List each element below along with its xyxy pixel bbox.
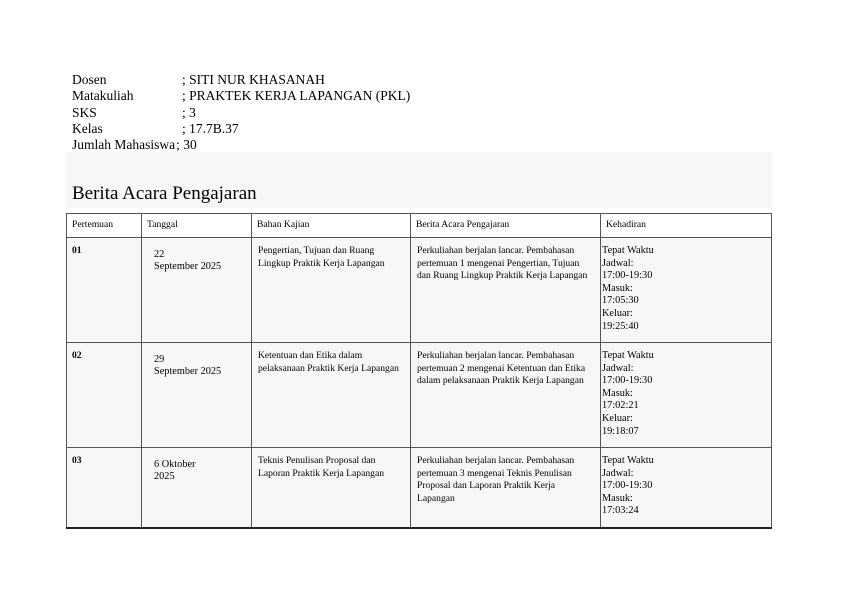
sks-label: SKS <box>72 104 97 120</box>
kelas-row <box>72 121 410 137</box>
date-year: 2025 <box>154 470 175 482</box>
attendance-schedule: 17:00-19:30 <box>602 270 653 282</box>
matakuliah-value: ; PRAKTEK KERJA LAPANGAN (PKL) <box>182 88 411 104</box>
kelas-value: ; 17.7B.37 <box>182 120 239 136</box>
cell-tanggal <box>142 343 252 448</box>
attendance-schedule-label: Jadwal: <box>602 467 634 479</box>
attendance-out-label: Keluar: <box>602 307 633 319</box>
date-day: 22 <box>154 249 165 260</box>
attendance-in-label: Masuk: <box>602 492 633 504</box>
date-month-year: September 2025 <box>154 260 222 272</box>
attendance-in-label: Masuk: <box>602 387 633 399</box>
attendance-in-time: 17:03:24 <box>602 505 639 517</box>
attendance-out-time: 19:25:40 <box>602 320 639 332</box>
cell-tanggal <box>142 238 252 343</box>
sks-value: ; 3 <box>182 104 196 120</box>
header-tanggal: Tanggal <box>142 214 252 238</box>
cell-kehadiran <box>601 238 772 343</box>
cell-tanggal <box>142 448 252 529</box>
cell-berita-acara: Perkuliahan berjalan lancar. Pembahasan pertemuan 3 mengenai Teknis Penulisan Proposal dan Laporan Praktik Kerja Lapangan <box>411 448 601 529</box>
matakuliah-label: Matakuliah <box>72 88 134 104</box>
dosen-label: Dosen <box>72 72 107 87</box>
table-header-row <box>67 214 772 238</box>
attendance-status: Tepat Waktu <box>602 455 654 466</box>
header-bahan-kajian: Bahan Kajian <box>252 214 411 238</box>
date-day-month: 6 Oktober <box>154 459 196 470</box>
cell-berita-acara: Perkuliahan berjalan lancar. Pembahasan pertemuan 1 mengenai Pengertian, Tujuan dan Ruang Lingkup Praktik Kerja Lapangan <box>411 238 601 343</box>
cell-pertemuan: 02 <box>67 343 142 448</box>
attendance-schedule-label: Jadwal: <box>602 257 634 269</box>
page-title: Berita Acara Pengajaran <box>72 183 257 204</box>
attendance-schedule-label: Jadwal: <box>602 362 634 374</box>
dosen-row <box>72 72 410 88</box>
attendance-schedule: 17:00-19:30 <box>602 375 653 387</box>
date-month-year: September 2025 <box>154 365 222 377</box>
jumlah-label: Jumlah Mahasiswa <box>72 137 176 153</box>
attendance-out-label: Keluar: <box>602 412 633 424</box>
attendance-in-time: 17:05:30 <box>602 295 639 307</box>
header-pertemuan: Pertemuan <box>67 214 142 238</box>
date-day: 29 <box>154 354 165 365</box>
sks-row <box>72 105 410 121</box>
dosen-value: ; SITI NUR KHASANAH <box>182 72 325 87</box>
course-info <box>72 72 410 153</box>
table-row <box>67 448 772 529</box>
attendance-in-time: 17:02:21 <box>602 400 639 412</box>
header-berita-acara: Berita Acara Pengajaran <box>411 214 601 238</box>
attendance-status: Tepat Waktu <box>602 350 654 361</box>
table-row <box>67 343 772 448</box>
attendance-in-label: Masuk: <box>602 282 633 294</box>
attendance-schedule: 17:00-19:30 <box>602 480 653 492</box>
cell-pertemuan: 03 <box>67 448 142 529</box>
attendance-status: Tepat Waktu <box>602 245 654 256</box>
kelas-label: Kelas <box>72 120 103 136</box>
matakuliah-row <box>72 88 410 104</box>
attendance-out-time: 19:18:07 <box>602 425 639 437</box>
cell-bahan-kajian: Ketentuan dan Etika dalam pelaksanaan Praktik Kerja Lapangan <box>252 343 411 448</box>
cell-bahan-kajian: Pengertian, Tujuan dan Ruang Lingkup Praktik Kerja Lapangan <box>252 238 411 343</box>
cell-berita-acara: Perkuliahan berjalan lancar. Pembahasan pertemuan 2 mengenai Ketentuan dan Etika dalam pelaksanaan Praktik Kerja Lapangan <box>411 343 601 448</box>
teaching-report-table <box>66 213 772 529</box>
cell-bahan-kajian: Teknis Penulisan Proposal dan Laporan Praktik Kerja Lapangan <box>252 448 411 529</box>
jumlah-value: ; 30 <box>176 137 197 153</box>
table-row <box>67 238 772 343</box>
header-kehadiran: Kehadiran <box>601 214 772 238</box>
cell-kehadiran <box>601 343 772 448</box>
cell-pertemuan: 01 <box>67 238 142 343</box>
cell-kehadiran <box>601 448 772 529</box>
